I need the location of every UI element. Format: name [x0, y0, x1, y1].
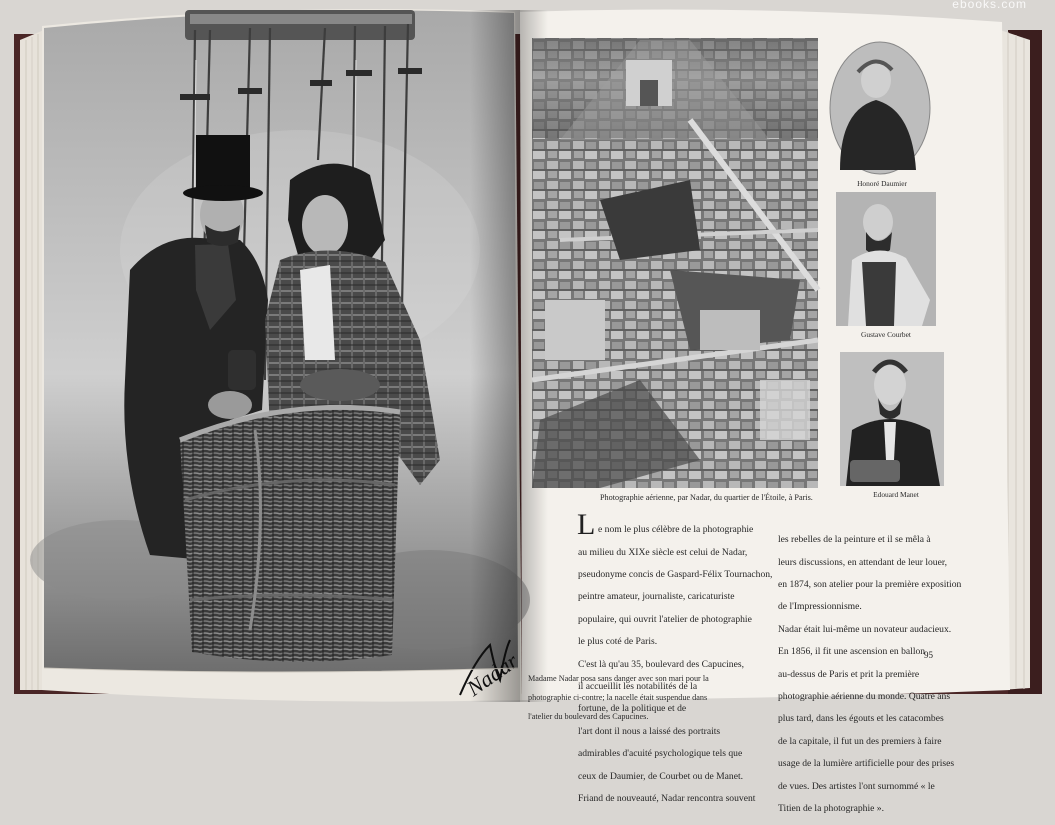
- text-line: leurs discussions, en attendant de leur louer,: [778, 556, 948, 568]
- text-line: C'est là qu'au 35, boulevard des Capucines,: [578, 658, 744, 670]
- text-line: le plus coté de Paris.: [578, 636, 658, 648]
- text-line: de l'Impressionnisme.: [778, 601, 862, 613]
- text-line: les rebelles de la peinture et il se mêla à: [778, 534, 931, 546]
- text-line: fortune, de la politique et de: [578, 703, 687, 715]
- portrait-caption-courbet: Gustave Courbet: [861, 330, 911, 339]
- text-column-right: [778, 523, 961, 825]
- text-line: Nadar était lui-même un novateur audacieux.: [778, 623, 952, 635]
- portrait-manet: [840, 352, 944, 486]
- drop-cap: L: [577, 508, 596, 541]
- text-line: usage de la lumière artificielle pour des prises: [778, 758, 955, 770]
- text-line: en 1874, son atelier pour la première exposition: [778, 579, 962, 591]
- text-line: populaire, qui ouvrit l'atelier de photographie: [578, 613, 752, 625]
- portrait-caption-manet: Edouard Manet: [873, 490, 919, 499]
- text-line: peintre amateur, journaliste, caricaturiste: [578, 591, 735, 603]
- aerial-photograph: [532, 38, 818, 488]
- page-number: 95: [924, 650, 933, 660]
- text-line: Friand de nouveauté, Nadar rencontra souvent: [578, 793, 756, 805]
- text-line: En 1856, il fit une ascension en ballon: [778, 646, 926, 658]
- text-line: il accueillit les notabilités de la: [578, 681, 698, 693]
- text-line: e nom le plus célèbre de la photographie: [598, 524, 754, 536]
- text-line: plus tard, dans les égouts et les catacombes: [778, 713, 944, 725]
- caption-line: l'atelier du boulevard des Capucines.: [528, 711, 649, 721]
- text-line: l'art dont il nous a laissé des portraits: [578, 725, 721, 737]
- text-line: ceux de Daumier, de Courbet ou de Manet.: [578, 770, 744, 782]
- text-line: pseudonyme concis de Gaspard-Félix Tournachon,: [578, 569, 773, 581]
- text-line: admirables d'acuité psychologique tels que: [578, 748, 743, 760]
- text-line: au-dessus de Paris et prit la première: [778, 668, 920, 680]
- text-line: de la capitale, il fut un des premiers à faire: [778, 735, 942, 747]
- text-line: de vues. Des artistes l'ont surnommé « le: [778, 780, 935, 792]
- watermark: ebooks.com: [952, 0, 1027, 11]
- portrait-daumier: [830, 42, 930, 174]
- balloon-photograph: [30, 10, 530, 701]
- caption-line: Madame Nadar posa sans danger avec son mari pour la: [528, 673, 709, 683]
- portrait-courbet: [836, 192, 936, 326]
- portrait-caption-daumier: Honoré Daumier: [857, 179, 907, 188]
- text-line: au milieu du XIXe siècle est celui de Nadar,: [578, 546, 748, 558]
- caption-line: photographie ci-contre; la nacelle était suspendue dans: [528, 692, 708, 702]
- aerial-caption: Photographie aérienne, par Nadar, du quartier de l'Étoile, à Paris.: [600, 493, 813, 502]
- text-line: Titien de la photographie ».: [778, 803, 884, 815]
- text-line: photographie aérienne du monde. Quatre ans: [778, 691, 951, 703]
